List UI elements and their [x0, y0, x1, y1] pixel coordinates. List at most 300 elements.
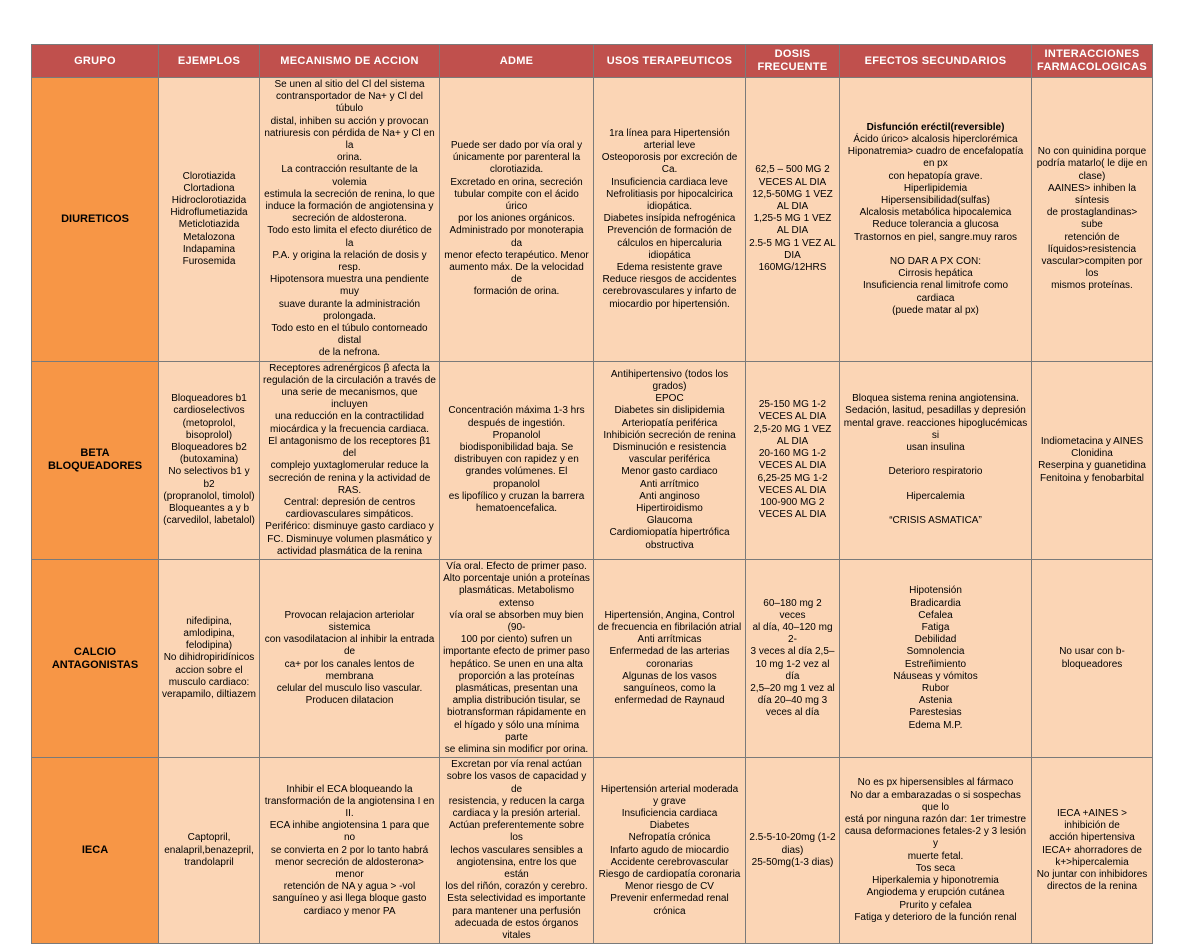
cell-line: Hiperlipidemia [903, 182, 968, 194]
cell-line: AL DIA [776, 435, 809, 447]
cell-line: Central: depresión de centros [283, 496, 416, 508]
cell-line: natriuresis con pérdida de Na+ y Cl en la [264, 127, 435, 152]
cell-line: líquidos>resistencia [1047, 243, 1137, 255]
cell-line: Trastornos en piel, sangre.muy raros [853, 231, 1018, 243]
cell-line: importante efecto de primer paso [443, 646, 590, 658]
cell-line: menor efecto terapéutico. Menor [444, 249, 589, 261]
cell-line: (propranolol, timolol) [163, 490, 255, 502]
cell-line: 62,5 – 500 MG 2 [755, 164, 830, 176]
cell-line: ca+ por los canales lentos de membrana [284, 658, 415, 682]
cell-line: sobre los vasos de capacidad y de [446, 771, 587, 795]
cell-line: cardioselectivos [173, 405, 245, 417]
cell-line: Fatiga [921, 621, 950, 633]
cell-line: Reserpina y guanetidina [1038, 460, 1146, 472]
cell-line: transformación de la angiotensina I en II. [264, 795, 435, 819]
cell-line: clase) [1078, 170, 1106, 182]
cell-line: Esta selectividad es importante [447, 893, 586, 905]
cell-line: AAINES> inhiben la síntesis [1047, 182, 1137, 206]
cell-line: actividad plasmática de la renina [276, 545, 423, 557]
cell-line: Cefalea [918, 609, 953, 621]
cell-line: (metoprolol, [182, 417, 236, 429]
cell-line: 3 veces al día 2,5– [750, 646, 835, 658]
cell-line: 6,25-25 MG 1-2 [757, 472, 828, 484]
mecanismo-cell [260, 78, 440, 362]
cell-line: 2.5-5 MG 1 VEZ AL [749, 237, 836, 249]
cell-line: 100-900 MG 2 [760, 496, 825, 508]
cell-line: Inhibir el ECA bloqueando la [286, 783, 413, 795]
cell-line: Periférico: disminuye gasto cardiaco y [265, 521, 434, 533]
cell-line: orina. [336, 152, 362, 164]
cell-line: 25-150 MG 1-2 [758, 399, 827, 411]
cell-line: Prevención de formación de [607, 225, 732, 237]
cell-line: VECES AL DIA [758, 460, 827, 472]
interacciones-cell [1032, 559, 1153, 757]
cell-line: felodipina) [185, 640, 233, 652]
cell-line: 1ra línea para Hipertensión [609, 127, 730, 139]
cell-line: Osteoporosis por excreción de [601, 152, 738, 164]
cell-line: accion sobre el [175, 664, 243, 676]
cell-line: AL DIA [776, 225, 809, 237]
cell-line: No con quinidina porque [1037, 146, 1147, 158]
cell-line: menor secreción de aldosterona> menor [275, 856, 424, 880]
adme-cell [440, 78, 594, 362]
cell-line: VECES AL DIA [758, 176, 827, 188]
cell-line: 1,25-5 MG 1 VEZ [753, 213, 832, 225]
cell-line: al día, 40–120 mg 2- [752, 621, 833, 646]
cell-line: estimula la secreción de renina, lo que [264, 188, 435, 200]
interacciones-cell [1032, 78, 1153, 362]
table-row [32, 559, 1153, 757]
cell-line: coronarias [646, 658, 693, 670]
cell-line: Hiponatremia> cuadro de encefalopatía en px [847, 146, 1024, 170]
efectos-cell [840, 758, 1032, 944]
cell-line: proporción a las proteínas [458, 670, 575, 682]
cell-line: después de ingestión. Propanolol [467, 417, 566, 441]
cell-line: 2.5-5-10-20mg (1-2 [749, 832, 836, 844]
cell-line: causa deformaciones fetales-2 y 3 lesión y [844, 826, 1027, 850]
cell-line [843, 479, 1028, 491]
usos-cell [594, 361, 746, 559]
pharmacology-table [31, 44, 1153, 944]
cell-line: Hidroclorotiazida [171, 194, 247, 206]
cell-line: es lipofílico y cruzan la barrera [448, 490, 585, 502]
cell-line: adecuada de estos órganos vitales [454, 917, 579, 942]
cell-line: de frecuencia en fibrilación atrial [597, 621, 742, 633]
cell-line: Alcalosis metabólica hipocalemica [859, 207, 1012, 219]
cell-line: distal, inhiben su acción y provocan [270, 115, 429, 127]
cell-line: muerte fetal. [907, 850, 964, 862]
cell-line: musculo cardiaco: [168, 676, 250, 688]
cell-line: Ca. [661, 164, 678, 176]
cell-line: Clonidina [1071, 448, 1113, 460]
cell-line: secreción de aldosterona. [292, 213, 407, 225]
cell-line: El antagonismo de los receptores β1 del [268, 435, 431, 460]
cell-line: Actúan preferentemente sobre los [448, 820, 585, 844]
cell-line: miocárdica y la frecuencia cardiaca. [270, 423, 429, 435]
cell-line: Provocan relajacion arteriolar sistemica [284, 609, 415, 633]
cell-line: usan insulina [906, 441, 965, 453]
dosis-cell [746, 758, 840, 944]
cell-line: Angiodema y erupción cutánea [866, 887, 1005, 899]
cell-line: IECA+ ahorradores de [1042, 844, 1142, 856]
cell-line: Enfermedad de las arterias [609, 646, 730, 658]
cell-line: EPOC [655, 393, 684, 405]
header-adme: ADME [440, 45, 594, 78]
cell-line: crónica [653, 905, 686, 917]
cell-line: Anti arrítmicas [637, 634, 702, 646]
cell-line: el hígado y sólo una mínima parte [453, 719, 580, 743]
cell-line [843, 454, 1028, 466]
cell-line: Insuficiencia cardiaca [621, 807, 718, 819]
ejemplos-cell [159, 758, 260, 944]
cell-line: Meticlotiazida [178, 219, 240, 231]
cell-line: vascular>compiten por los [1041, 255, 1143, 280]
cell-line: Somnolencia [906, 646, 965, 658]
cell-line: Bloqueantes a y b [168, 503, 250, 514]
cell-line: Bloquea sistema renina angiotensina. [852, 393, 1019, 405]
cell-line: trandolapril [184, 856, 234, 868]
cell-line: Excretado en orina, secreción [450, 176, 583, 188]
adme-cell [440, 758, 594, 944]
cell-line: Infarto agudo de miocardio [610, 844, 729, 856]
cell-line: directos de la renina [1046, 881, 1138, 893]
cell-line: idiopática [648, 249, 691, 261]
cell-line: mental grave. reacciones hipoglucémicas si [843, 417, 1028, 441]
cell-line: FC. Disminuye volumen plasmático y [267, 533, 432, 545]
cell-line: Furosemida [182, 255, 236, 267]
cell-line: con vasodilatacion al inhibir la entrada de [264, 634, 435, 658]
cell-line: (butoxamina) [179, 454, 239, 466]
table-row [32, 758, 1153, 944]
cell-line: Indiometacina y AINES [1040, 435, 1144, 447]
cell-line: Rubor [921, 682, 950, 694]
cell-line: Puede ser dado por vía oral y [450, 140, 583, 152]
header-usos: USOS TERAPEUTICOS [594, 45, 746, 78]
cell-line: Concentración máxima 1-3 hrs [448, 405, 585, 417]
cell-line: Bradicardia [910, 597, 961, 609]
usos-cell [594, 758, 746, 944]
cell-line: Sedación, lasitud, pesadillas y depresión [845, 405, 1026, 417]
cell-line: Antihipertensivo (todos los [610, 368, 729, 380]
cell-line: cerebrovasculares y infarto de [602, 286, 737, 298]
cell-line: induce la formación de angiotensina y [265, 201, 434, 213]
cell-line: Prevenir enfermedad renal [610, 893, 729, 905]
cell-line: 25-50mg(1-3 dias) [751, 856, 834, 868]
efectos-cell [840, 78, 1032, 362]
cell-line: 60–180 mg 2 veces [763, 597, 822, 621]
cell-line: ECA inhibe angiotensina 1 para que no [269, 820, 430, 844]
cell-line: (carvedilol, labetalol) [163, 515, 255, 527]
header-mecanismo: MECANISMO DE ACCION [260, 45, 440, 78]
cell-line: Ácido úrico> alcalosis hiperclorémica [853, 133, 1018, 145]
header-efectos: EFECTOS SECUNDARIOS [840, 45, 1032, 78]
cell-line: cardiaca y la presión arterial. [452, 807, 581, 819]
cell-line: resistencia, y reducen la carga [448, 795, 585, 807]
cell-line: Disminución e resistencia [612, 441, 727, 453]
cell-line: clorotiazida. [489, 164, 544, 176]
cell-line: retención de NA y agua > -vol [283, 881, 416, 893]
cell-line: bisoprolol) [185, 429, 233, 441]
cell-line: únicamente por parenteral la [452, 152, 581, 164]
cell-line: celular del musculo liso vascular. [276, 682, 423, 694]
cell-line: miocardio por hipertensión. [609, 298, 730, 310]
cell-line: biodisponibilidad baja. Se [459, 441, 574, 453]
cell-line: retención de [1064, 231, 1120, 243]
cell-line: Debilidad [914, 634, 957, 646]
cell-line: NO DAR A PX CON: [889, 255, 982, 267]
cell-line: La contracción resultante de la volemia [281, 164, 418, 188]
cell-line: AL DIA [776, 201, 809, 213]
mecanismo-cell [260, 758, 440, 944]
cell-line: por los aniones orgánicos. [458, 213, 575, 225]
cell-line: Hipertiroidismo [636, 503, 703, 514]
table-row [32, 78, 1153, 362]
cell-line: Hipersensibilidad(sulfas) [881, 194, 990, 206]
cell-line: Indapamina [182, 243, 236, 255]
dosis-cell [746, 361, 840, 559]
cell-line: Diabetes insípida nefrogénica [603, 213, 736, 225]
cell-line: Anti anginoso [639, 490, 700, 502]
cell-line: RAS. [337, 484, 362, 496]
cell-line: enfermedad de Raynaud [614, 695, 725, 707]
cell-line: P.A. y origina la relación de dosis y resp. [272, 249, 427, 274]
cell-line: cardiovasculares simpáticos. [285, 509, 414, 521]
cell-line: Deterioro respiratorio [888, 466, 983, 478]
cell-line: Diabetes [649, 820, 690, 832]
cell-line: Inhibición secreción de renina [603, 429, 736, 441]
cell-line: Fatiga y deterioro de la función renal [854, 911, 1017, 923]
cell-line: Hipotensión [909, 585, 962, 597]
adme-cell [440, 361, 594, 559]
cell-line: 2,5-20 MG 1 VEZ [753, 423, 832, 435]
cell-line: 10 mg 1-2 vez al día [755, 658, 830, 682]
cell-line: Diabetes sin dislipidemia [614, 405, 725, 417]
cell-line: Edema M.P. [908, 719, 963, 731]
cell-line: Todo esto en el túbulo contorneado distal [271, 323, 428, 347]
cell-line: amlodipina, [183, 628, 235, 640]
cell-line: tubular compite con el ácido úrico [454, 188, 579, 213]
cell-line: IECA +AINES > inhibición de [1056, 807, 1128, 832]
cell-line: con hepatopía grave. [888, 170, 983, 182]
cell-line [843, 244, 1028, 256]
cell-line: podría matarlo( le dije en [1036, 158, 1148, 170]
interacciones-cell [1032, 758, 1153, 944]
cell-line: Metalozona [183, 231, 235, 243]
group-cell: CALCIO ANTAGONISTAS [32, 559, 159, 757]
cell-line: prolongada. [323, 310, 376, 322]
cell-line: Insuficiencia renal limitrofe como cardiaca [862, 280, 1009, 304]
cell-line: Nefropatía crónica [628, 832, 711, 844]
cell-line: k+>hipercalemia [1055, 856, 1129, 868]
cell-line: sanguíneo y asi llega bloque gasto [272, 893, 427, 905]
cell-line: angiotensina, entre los que están [456, 856, 577, 880]
cell-line: día 20–40 mg 3 [757, 695, 828, 707]
cell-line: grandes volúmenes. El propanolol [465, 466, 568, 490]
cell-line: sanguíneos, como la [623, 682, 716, 694]
cell-line: está por ninguna razón dar: 1er trimestre [844, 814, 1027, 826]
cell-line: veces al día [765, 707, 820, 719]
cell-line: Astenia [918, 695, 953, 707]
usos-cell [594, 78, 746, 362]
cell-line: Clortadiona [183, 182, 235, 194]
cell-line: secreción de renina y la actividad de [268, 472, 431, 484]
cell-line: Vía oral. Efecto de primer paso. [446, 560, 587, 572]
cell-line: No dar a embarazadas o si sospechas que lo [850, 789, 1021, 813]
cell-line: Producen dilatacion [305, 695, 394, 707]
cell-line: contransportador de Na+ y Cl del túbulo [275, 91, 424, 115]
cell-line: VECES AL DIA [758, 509, 827, 521]
cell-line: Hidroflumetiazida [170, 207, 248, 219]
cell-line: Alto porcentaje unión a proteínas [443, 573, 590, 585]
cell-line: Estreñimiento [904, 658, 967, 670]
header-dosis: DOSIS FRECUENTE [746, 45, 840, 78]
ejemplos-cell [159, 78, 260, 362]
table-row [32, 361, 1153, 559]
cell-line: Nefrolitiasis por hipocalcirica [606, 188, 733, 200]
cell-line: para mantener una perfusión [452, 905, 581, 917]
cell-line: Accidente cerebrovascular [610, 856, 729, 868]
cell-line: Receptores adrenérgicos β afecta la [269, 362, 430, 374]
cell-line: 20-160 MG 1-2 [758, 448, 827, 460]
cell-line: grados) [652, 380, 687, 392]
cell-line: los del riñón, corazón y cerebro. [445, 881, 588, 893]
cell-line: arterial leve [643, 140, 696, 152]
cell-line: Reduce tolerancia a glucosa [872, 219, 999, 231]
cell-line: 160MG/12HRS [758, 262, 827, 274]
cell-line: Arteriopatía periférica [621, 417, 718, 429]
efectos-cell [840, 361, 1032, 559]
cell-line: Excretan por vía renal actúan [451, 759, 582, 771]
usos-cell [594, 559, 746, 757]
cell-line: Tos seca [915, 862, 956, 874]
mecanismo-cell [260, 361, 440, 559]
cell-line: Cardiomiopatía hipertrófica [609, 527, 730, 539]
cell-line: vascular periférica [628, 454, 711, 466]
cell-line: 12,5-50MG 1 VEZ [752, 188, 833, 200]
cell-line: Insuficiencia cardiaca leve [611, 176, 728, 188]
cell-line: una serie de mecanismos, que incluyen [281, 387, 418, 411]
cell-line: Hiperkalemia y hiponotremia [872, 875, 999, 887]
cell-line: Clorotiazida [182, 170, 236, 182]
cell-line: amplia distribución tisular, se [452, 695, 581, 707]
cell-line: de prostaglandinas> sube [1046, 207, 1138, 231]
cell-line: Se unen al sitio del Cl del sistema [274, 79, 425, 90]
cell-line: de la nefrona. [318, 347, 381, 359]
cell-line: hepático. Se unen en una alta [450, 658, 583, 670]
cell-line: Glaucoma [646, 515, 693, 527]
cell-line: una reducción en la contractilidad [275, 411, 424, 423]
cell-line: regulación de la circulación a través de [263, 374, 436, 386]
cell-line: Parestesias [909, 707, 962, 719]
ejemplos-cell [159, 559, 260, 757]
mecanismo-cell [260, 559, 440, 757]
cell-line [843, 503, 1028, 515]
cell-line: Cirrosis hepática [898, 268, 973, 280]
cell-line: Bloqueadores b2 [171, 441, 247, 453]
cell-line: No selectivos b1 y b2 [168, 466, 250, 490]
cell-line: vía oral se absorben muy bien (90- [449, 609, 584, 633]
cell-line: Fenitoina y fenobarbital [1040, 472, 1144, 484]
group-cell: IECA [32, 758, 159, 944]
cell-line: biotransforman rápidamente en [447, 707, 586, 719]
cell-line: cálculos en hipercaluria [617, 237, 722, 249]
efectos-cell [840, 559, 1032, 757]
header-ejemplos: EJEMPLOS [159, 45, 260, 78]
cell-line: Reduce riesgos de accidentes [602, 274, 737, 286]
cell-line: Riesgo de cardiopatía coronaria [598, 869, 741, 880]
cell-line: y grave [653, 795, 686, 807]
cell-line: Todo esto limita el efecto diurético de la [267, 225, 432, 249]
cell-line: VECES AL DIA [758, 411, 827, 423]
cell-line: enalapril,benazepril, [164, 844, 254, 856]
cell-line: No es px hipersensibles al fármaco [857, 777, 1014, 789]
cell-line: No dihidropiridínicos [163, 652, 255, 664]
cell-line: aumento máx. De la velocidad de [449, 262, 584, 286]
cell-line: plasmáticas, presentan una [455, 682, 578, 694]
cell-line: hematoencefalica. [475, 503, 558, 514]
cell-line: Hipertensión, Angina, Control [604, 609, 735, 621]
cell-line: Captopril, [187, 832, 231, 844]
cell-line: Edema resistente grave [616, 262, 723, 274]
group-cell: DIURETICOS [32, 78, 159, 362]
cell-line: Hipercalemia [906, 490, 965, 502]
cell-line: Prurito y cefalea [899, 899, 972, 911]
cell-line: Disfunción eréctil(reversible) [866, 121, 1005, 133]
cell-line: Administrado por monoterapia da [449, 225, 584, 249]
cell-line: distribuyen con rapidez y en [454, 454, 579, 466]
cell-line: obstructiva [645, 539, 694, 551]
cell-line: No juntar con inhibidores [1036, 869, 1148, 880]
cell-line: acción hipertensiva [1049, 832, 1135, 844]
cell-line: suave durante la administración [278, 298, 421, 310]
header-grupo: GRUPO [32, 45, 159, 78]
cell-line: formación de orina. [473, 286, 560, 298]
cell-line: Menor gasto cardiaco [621, 466, 718, 478]
cell-line: plasmáticas. Metabolismo extenso [458, 585, 575, 609]
cell-line: Hipotensora muestra una pendiente muy [270, 274, 429, 298]
cell-line: Bloqueadores b1 [171, 393, 247, 405]
header-row [32, 45, 1153, 78]
interacciones-cell [1032, 361, 1153, 559]
cell-line: VECES AL DIA [758, 484, 827, 496]
cell-line: nifedipina, [186, 615, 232, 627]
cell-line: idiopática. [646, 201, 693, 213]
adme-cell [440, 559, 594, 757]
dosis-cell [746, 559, 840, 757]
cell-line: Algunas de los vasos [622, 670, 717, 682]
cell-line: Hipertensión arterial moderada [600, 783, 739, 795]
cell-line: mismos proteínas. [1051, 280, 1133, 292]
group-cell: BETA BLOQUEADORES [32, 361, 159, 559]
cell-line: (puede matar al px) [892, 304, 979, 316]
cell-line: 100 por ciento) sufren un [460, 634, 573, 646]
cell-line: DIA [784, 249, 801, 261]
cell-line: Anti arrítmico [640, 478, 699, 490]
ejemplos-cell [159, 361, 260, 559]
cell-line: dias) [781, 844, 804, 856]
cell-line: verapamilo, diltiazem [162, 689, 256, 701]
header-interacciones: INTERACCIONES FARMACOLOGICAS [1032, 45, 1153, 78]
cell-line: Menor riesgo de CV [625, 881, 714, 893]
cell-line: se elimina sin modificr por orina. [444, 743, 589, 755]
dosis-cell [746, 78, 840, 362]
cell-line: lechos vasculares sensibles a [450, 844, 583, 856]
cell-line: 2,5–20 mg 1 vez al [750, 682, 835, 694]
cell-line: “CRISIS ASMATICA” [889, 515, 982, 527]
cell-line: cardiaco y menor PA [303, 905, 396, 917]
cell-line: No usar con b-bloqueadores [1059, 646, 1125, 670]
cell-line: Náuseas y vómitos [893, 670, 978, 682]
